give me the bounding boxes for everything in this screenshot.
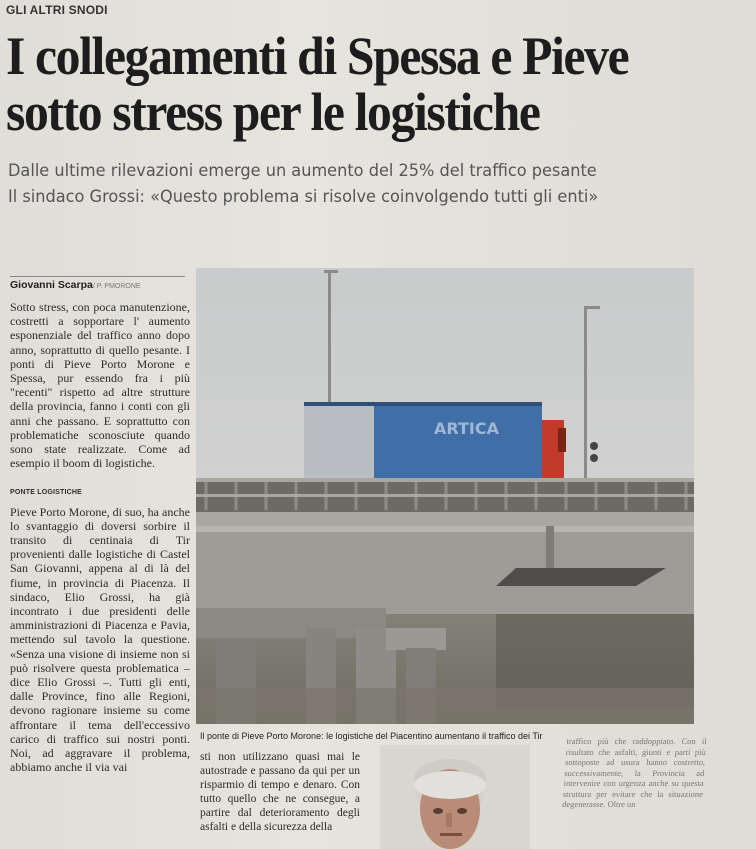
truck-text: ARTICA [434,419,499,438]
subheadline [8,158,711,210]
headline-line-2: sotto stress per le logistiche [6,82,540,142]
subheadline-line-2: Il sindaco Grossi: «Questo problema si risolve coinvolgendo tutti gli enti» [8,187,599,207]
article-paragraph-1: Sotto stress, con poca manutenzione, costretti a sopportare l' aumento esponenziale del traffico anno dopo anno, soprattutto di quello pesante. I ponti di Pieve Porto Morone e Spessa, pur essendo fra i più "recenti" rispetto ad altre strutture della provincia, fanno i conti con gli anni che passano. E soprattutto con problematiche sconosciute quando sono state realizzate. Come ad esempio il boom di logistiche. [10,300,190,471]
article-column-2: sti non utilizzano quasi mai le autostrade e passano da qui per un risparmio di tempo e denaro. Con tutto quello che ne consegue, a partire dal deterioramento degli asfalti e della sicurezza della [200,751,360,833]
bridge-photo [196,268,694,724]
article-paragraph-2: Pieve Porto Morone, di suo, ha anche lo svantaggio di doversi sorbire il transito di centinaia di Tir provenienti dalle logistiche di Castel San Giovanni, appena al di là del fiume, in provincia di Piacenza. Il sindaco, Elio Grossi, ha già incontrato i due presidenti delle amministrazioni di Piacenza e Pavia, mettendo sul tavolo la questione. «Senza una visione di insieme non si può risolvere questa problematica – dice Elio Grossi –. Tutti gli enti, dalle Province, fino alle Regioni, devono ragionare insieme su come affrontare il tema dell'eccessivo carico di traffico sui nostri ponti. Noi, ad aggravare il problema, abbiamo anche il via vai [10,504,190,775]
mayor-portrait-illustration [380,745,530,849]
subheadline-line-1: Dalle ultime rilevazioni emerge un aumento del 25% del traffico pesante [8,161,597,181]
article-column-1 [10,300,190,775]
bridge-truck-illustration [196,268,694,724]
headline-line-1: I collegamenti di Spessa e Pieve [6,26,629,86]
photo-credit: / P. PMORONE [92,283,141,290]
section-title: PONTE LOGISTICHE [10,489,83,497]
photo-caption: Il ponte di Pieve Porto Morone: le logistiche del Piacentino aumentano il traffico dei Tir [200,731,543,741]
author-name: Giovanni Scarpa [10,279,93,291]
article-column-4: traffico più che raddoppiato. Con il risultato che asfalti, giunti e parti più sottoposte ad usura hanno costretto, successivamente, la Provincia ad intervenire con urgenza anche su questa struttura per evitare che la situazione degenerasse. Oltre un [561,736,707,809]
section-kicker: GLI ALTRI SNODI [6,3,108,17]
byline [10,276,185,291]
mayor-portrait [380,745,530,849]
headline [6,28,687,140]
